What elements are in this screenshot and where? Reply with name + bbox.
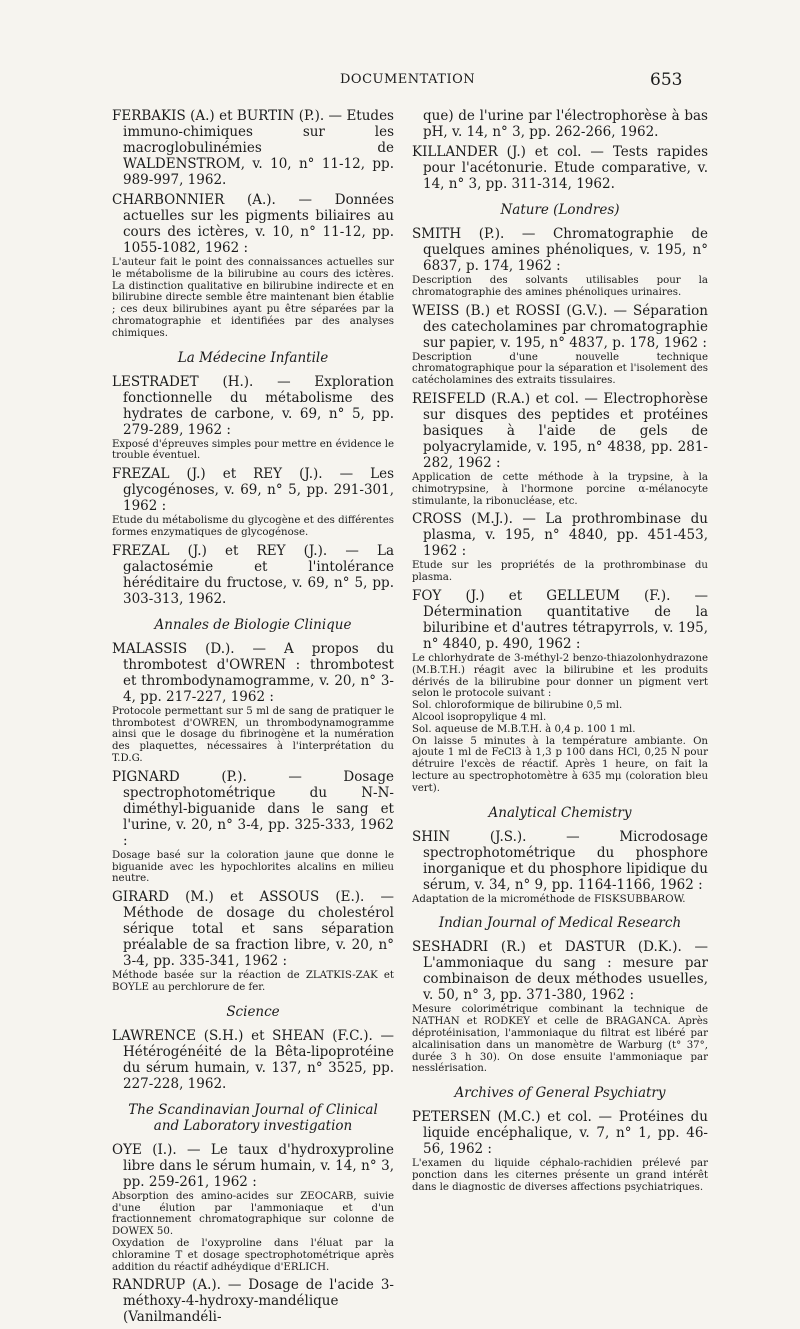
bibliography-entry	[412, 303, 708, 387]
bibliography-entry	[112, 108, 394, 188]
journal-heading: La Médecine Infantile	[177, 349, 329, 366]
bibliography-entry	[112, 889, 394, 994]
entry-abstract: Etude sur les propriétés de la prothrombinase du plasma.	[412, 560, 708, 584]
journal-heading: Indian Journal of Medical Research	[438, 915, 682, 932]
journal-heading: The Scandinavian Journal of Clinical and Laboratory investigation	[128, 1101, 378, 1134]
bibliography-entry	[412, 144, 708, 192]
entry-abstract: Description des solvants utilisables pour la chromatographie des amines phénoliques urinaires.	[412, 275, 708, 298]
entry-abstract: Absorption des amino-acides sur ZEOCARB, suivie d'une élution par l'ammoniaque et d'un fractionnement chromatographique sur colonne de DOWEX 50. Oxydation de l'oxyproline dans l'éluat par la chloramine T et dosage spectrophotométrique après addition du réactif adhéydique d'ERLICH.	[112, 1190, 394, 1273]
bibliography-entry	[112, 1277, 394, 1325]
bibliography-entry	[112, 641, 394, 765]
right-column	[412, 108, 708, 1198]
entry-abstract: Adaptation de la microméthode de FISKSUBBAROW.	[412, 893, 686, 905]
entry-abstract: Protocole permettant sur 5 ml de sang de pratiquer le thrombotest d'OWREN, un thrombodynamogramme ainsi que le dosage du fibrinogène et la numération des plaquettes, nécessaires à l'interprétation du T.D.G.	[112, 705, 394, 764]
bibliography-entry	[112, 466, 394, 539]
bibliography-entry	[412, 588, 708, 795]
entry-citation: SESHADRI (R.) et DASTUR (D.K.). — L'ammoniaque du sang : mesure par combinaison de deux méthodes usuelles, v. 50, n° 3, pp. 371-380, 1962 :	[412, 939, 708, 1004]
page-header	[0, 72, 800, 92]
entry-citation: SMITH (P.). — Chromatographie de quelques amines phénoliques, v. 195, n° 6837, p. 174, 1962 :	[412, 226, 708, 274]
entry-abstract: Méthode basée sur la réaction de ZLATKIS-ZAK et BOYLE au perchlorure de fer.	[112, 970, 394, 993]
bibliography-entry	[112, 374, 394, 463]
entry-abstract: Dosage basé sur la coloration jaune que donne le biguanide avec les hypochlorites alcalins en milieu neutre.	[112, 849, 394, 885]
journal-heading: Nature (Londres)	[500, 202, 620, 218]
journal-heading: Science	[226, 1003, 280, 1020]
entry-citation: PIGNARD (P.). — Dosage spectrophotométrique du N-N-diméthyl-biguanide dans le sang et l'urine, v. 20, n° 3-4, pp. 325-333, 1962 :	[112, 768, 394, 849]
entry-citation: REISFELD (R.A.) et col. — Electrophorèse sur disques des peptides et protéines basiques à l'aide de gels de polyacrylamide, v. 195, n° 4838, pp. 281-282, 1962 :	[412, 390, 708, 471]
bibliography-entry	[112, 1142, 394, 1274]
entry-abstract: Etude du métabolisme du glycogène et des différentes formes enzymatiques de glycogénose.	[112, 515, 394, 538]
entry-citation: CROSS (M.J.). — La prothrombinase du plasma, v. 195, n° 4840, pp. 451-453, 1962 :	[412, 511, 708, 560]
entry-citation: PETERSEN (M.C.) et col. — Protéines du liquide encéphalique, v. 7, n° 1, pp. 46-56, 1962 :	[412, 1109, 708, 1158]
bibliography-entry	[412, 391, 708, 507]
entry-citation: FOY (J.) et GELLEUM (F.). — Détermination quantitative de la biluribine et d'autres tétrapyrrols, v. 195, n° 4840, p. 490, 1962 :	[412, 587, 708, 652]
bibliography-entry	[412, 511, 708, 584]
entry-abstract: Description d'une nouvelle technique chromatographique pour la séparation et l'isolement des catécholamines des extraits tissulaires.	[412, 351, 708, 387]
bibliography-entry	[412, 939, 708, 1075]
entry-abstract: Application de cette méthode à la trypsine, à la chimotrypsine, à l'hormone porcine α-mélanocyte stimulante, la ribonucléase, etc.	[412, 471, 708, 507]
bibliography-entry	[412, 1109, 708, 1193]
entry-citation: SHIN (J.S.). — Microdosage spectrophotométrique du phosphore inorganique et du phosphore lipidique du sérum, v. 34, n° 9, pp. 1164-1166, 1962 :	[412, 828, 708, 893]
entry-citation: CHARBONNIER (A.). — Données actuelles sur les pigments biliaires au cours des ictères, v. 10, n° 11-12, pp. 1055-1082, 1962 :	[112, 192, 394, 256]
entry-citation: LAWRENCE (S.H.) et SHEAN (F.C.). — Hétérogénéité de la Bêta-lipoprotéine du sérum humain, v. 137, n° 3525, pp. 227-228, 1962.	[112, 1027, 394, 1092]
entry-abstract: L'auteur fait le point des connaissances actuelles sur le métabolisme de la bilirubine au cours des ictères. La distinction qualitative en bilirubine indirecte et en bilirubine directe semble être maintenant bien établie ; ces deux bilirubines ayant pu être séparées par la chromatographie et identifiées par des analyses chimiques.	[112, 257, 394, 339]
entry-citation: KILLANDER (J.) et col. — Tests rapides pour l'acétonurie. Etude comparative, v. 14, n° 3, pp. 311-314, 1962.	[412, 144, 708, 192]
entry-citation: FREZAL (J.) et REY (J.). — La galactosémie et l'intolérance héréditaire du fructose, v. 69, n° 5, pp. 303-313, 1962.	[112, 542, 394, 607]
entry-citation: GIRARD (M.) et ASSOUS (E.). — Méthode de dosage du cholestérol sérique total et sans séparation préalable de sa fraction libre, v. 20, n° 3-4, pp. 335-341, 1962 :	[112, 889, 394, 970]
journal-heading: Analytical Chemistry	[488, 804, 632, 821]
journal-heading: Annales de Biologie Clinique	[154, 616, 352, 633]
entry-citation: LESTRADET (H.). — Exploration fonctionnelle du métabolisme des hydrates de carbone, v. 69, n° 5, pp. 279-289, 1962 :	[112, 373, 394, 438]
entry-citation: RANDRUP (A.). — Dosage de l'acide 3-méthoxy-4-hydroxy-mandélique (Vanilmandéli-	[112, 1277, 394, 1326]
entry-citation: FREZAL (J.) et REY (J.). — Les glycogénoses, v. 69, n° 5, pp. 291-301, 1962 :	[112, 466, 394, 515]
bibliography-entry	[112, 543, 394, 607]
entry-citation: WEISS (B.) et ROSSI (G.V.). — Séparation des catecholamines par chromatographie sur papier, v. 195, n° 4837, p. 178, 1962 :	[412, 302, 708, 351]
entry-abstract: Le chlorhydrate de 3-méthyl-2 benzo-thiazolonhydrazone (M.B.T.H.) réagit avec la bilirubine et les produits dérivés de la bilirubine pour donner un pigment vert selon le protocole suivant : Sol. chloroformique de bilirubine 0,5 ml. Alcool isopropylique 4 ml. Sol. aqueuse de M.B.T.H. à 0,4 p. 100 1 ml. On laisse 5 minutes à la température ambiante. On ajoute 1 ml de FeCl3 à 1,3 p 100 dans HCl, 0,25 N pour détruire l'excès de réactif. Après 1 heure, on fait la lecture au spectrophotomètre à 635 mμ (coloration bleu vert).	[412, 652, 708, 794]
entry-citation: FERBAKIS (A.) et BURTIN (P.). — Etudes immuno-chimiques sur les macroglobulinémies de WALDENSTROM, v. 10, n° 11-12, pp. 989-997, 1962.	[112, 108, 394, 188]
page-number: 653	[650, 70, 683, 90]
bibliography-entry	[412, 226, 708, 299]
bibliography-entry	[112, 192, 394, 340]
entry-abstract: L'examen du liquide céphalo-rachidien prélevé par ponction dans les citernes présente un grand intérêt dans le diagnostic de diverses affections psychiatriques.	[412, 1158, 708, 1193]
entry-continuation: que) de l'urine par l'électrophorèse à bas pH, v. 14, n° 3, pp. 262-266, 1962.	[423, 108, 708, 140]
entry-citation: MALASSIS (D.). — A propos du thrombotest d'OWREN : thrombotest et thrombodynamogramme, v. 20, n° 3-4, pp. 217-227, 1962 :	[112, 640, 394, 705]
journal-heading: Archives of General Psychiatry	[454, 1085, 666, 1102]
bibliography-entry	[112, 769, 394, 885]
bibliography-entry	[412, 829, 708, 906]
entry-abstract: Exposé d'épreuves simples pour mettre en évidence le trouble éventuel.	[112, 438, 394, 462]
bibliography-entry	[112, 1028, 394, 1092]
left-column	[112, 108, 394, 1329]
entry-abstract: Mesure colorimétrique combinant la technique de NATHAN et RODKEY et celle de BRAGANCA. Après déprotéinisation, l'ammoniaque du filtrat est libéré par alcalinisation dans un manomètre de Warburg (t° 37°, durée 3 h 30). On dose ensuite l'ammoniaque par nesslérisation.	[412, 1004, 708, 1075]
entry-citation: OYE (I.). — Le taux d'hydroxyproline libre dans le sérum humain, v. 14, n° 3, pp. 259-261, 1962 :	[112, 1141, 394, 1190]
running-title: DOCUMENTATION	[340, 72, 476, 87]
